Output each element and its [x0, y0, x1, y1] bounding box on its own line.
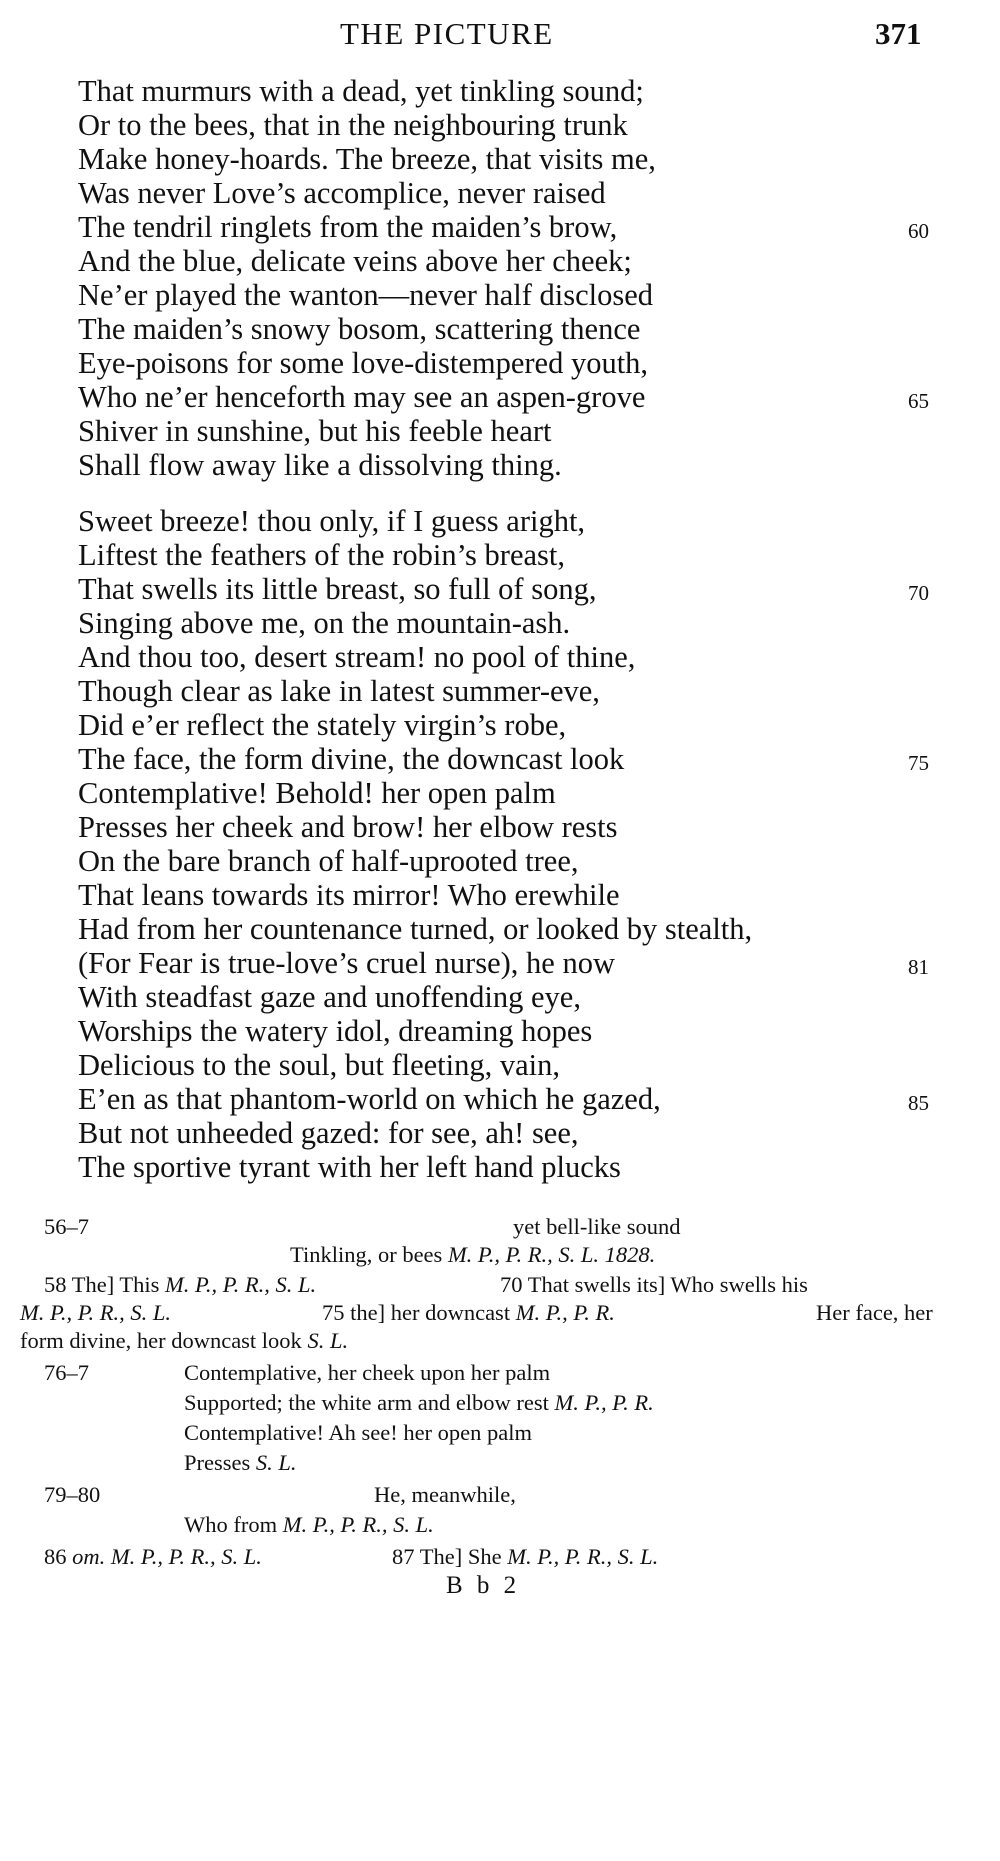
note-entry: 70 That swells its] Who swells his: [500, 1272, 808, 1297]
verse-line: Ne’er played the wanton—never half disclosed: [78, 278, 654, 312]
note-entry: [322, 1298, 615, 1328]
running-title: THE PICTURE: [340, 16, 554, 51]
page-number: 371: [875, 16, 922, 51]
note-text: 58 The] This: [44, 1272, 160, 1297]
note-source: M. P., P. R.: [515, 1300, 615, 1325]
note-source: M. P., P. R., S. L.: [282, 1512, 434, 1537]
note-variant: [184, 1388, 654, 1418]
verse-line: Who ne’er henceforth may see an aspen-grove: [78, 380, 646, 414]
note-entry: [44, 1542, 262, 1572]
verse-line: But not unheeded gazed: for see, ah! see,: [78, 1116, 579, 1150]
verse-line: Presses her cheek and brow! her elbow rests: [78, 810, 618, 844]
verse-line: The face, the form divine, the downcast look: [78, 742, 625, 776]
note-variant: [290, 1240, 655, 1270]
verse-line: Contemplative! Behold! her open palm: [78, 776, 556, 810]
verse-line: Liftest the feathers of the robin’s breast,: [78, 538, 565, 572]
note-ref: 56–7: [44, 1214, 89, 1239]
note-source: om. M. P., P. R., S. L.: [72, 1544, 262, 1569]
signature-mark: B b 2: [446, 1572, 521, 1599]
verse-line: With steadfast gaze and unoffending eye,: [78, 980, 581, 1014]
verse-line: The maiden’s snowy bosom, scattering thence: [78, 312, 641, 346]
line-number: 81: [908, 955, 929, 979]
note-entry: [20, 1326, 348, 1356]
note-source: S. L.: [307, 1328, 349, 1353]
note-source: M. P., P. R., S. L. 1828.: [447, 1242, 656, 1267]
note-text: 75 the] her downcast: [322, 1300, 511, 1325]
note-text: 87 The] She: [392, 1544, 502, 1569]
note-source: M. P., P. R., S. L.: [507, 1544, 659, 1569]
note-variant: He, meanwhile,: [374, 1482, 516, 1507]
running-head: [0, 16, 1000, 60]
note-text: Tinkling, or bees: [290, 1242, 443, 1267]
verse-line: And thou too, desert stream! no pool of thine,: [78, 640, 636, 674]
verse-line: E’en as that phantom-world on which he gazed,: [78, 1082, 661, 1116]
line-number: 85: [908, 1091, 929, 1115]
verse-line: Did e’er reflect the stately virgin’s robe,: [78, 708, 567, 742]
note-text: form divine, her downcast look: [20, 1328, 302, 1353]
verse-line: The sportive tyrant with her left hand plucks: [78, 1150, 621, 1184]
line-number: 75: [908, 751, 929, 775]
verse-line: Delicious to the soul, but fleeting, vain,: [78, 1048, 560, 1082]
note-text: Supported; the white arm and elbow rest: [184, 1390, 549, 1415]
verse-line: The tendril ringlets from the maiden’s brow,: [78, 210, 618, 244]
note-source: M. P., P. R., S. L.: [165, 1272, 317, 1297]
line-number: 70: [908, 581, 929, 605]
verse-line: That swells its little breast, so full of song,: [78, 572, 597, 606]
note-source: S. L.: [255, 1450, 297, 1475]
verse-line: That leans towards its mirror! Who erewhile: [78, 878, 620, 912]
verse-line: Or to the bees, that in the neighbouring trunk: [78, 108, 628, 142]
note-variant: Contemplative! Ah see! her open palm: [184, 1420, 533, 1445]
note-text: Presses: [184, 1450, 251, 1475]
verse-line: Singing above me, on the mountain-ash.: [78, 606, 571, 640]
line-number: 65: [908, 389, 929, 413]
verse-line: Shiver in sunshine, but his feeble heart: [78, 414, 552, 448]
verse-line: Was never Love’s accomplice, never raised: [78, 176, 606, 210]
verse-line: Shall flow away like a dissolving thing.: [78, 448, 562, 482]
note-text: Her face, her: [816, 1300, 933, 1325]
verse-line: Sweet breeze! thou only, if I guess aright,: [78, 504, 586, 538]
verse-line: Eye-poisons for some love-distempered youth,: [78, 346, 649, 380]
note-variant: [184, 1510, 434, 1540]
verse-line: (For Fear is true-love’s cruel nurse), he now: [78, 946, 615, 980]
note-entry: [392, 1542, 658, 1572]
note-source: M. P., P. R.: [554, 1390, 654, 1415]
line-number: 60: [908, 219, 929, 243]
note-ref: 76–7: [44, 1360, 89, 1385]
note-variant: [184, 1448, 297, 1478]
verse-line: That murmurs with a dead, yet tinkling sound;: [78, 74, 644, 108]
verse-line: And the blue, delicate veins above her cheek;: [78, 244, 632, 278]
note-text: Who from: [184, 1512, 278, 1537]
verse-line: Worships the watery idol, dreaming hopes: [78, 1014, 593, 1048]
note-variant: Contemplative, her cheek upon her palm: [184, 1360, 551, 1385]
note-entry: [44, 1270, 316, 1300]
note-text: 86: [44, 1544, 67, 1569]
verse-line: Had from her countenance turned, or looked by stealth,: [78, 912, 753, 946]
verse-line: Make honey-hoards. The breeze, that visits me,: [78, 142, 656, 176]
note-variant: yet bell-like sound: [513, 1214, 681, 1239]
verse-line: Though clear as lake in latest summer-eve,: [78, 674, 600, 708]
note-ref: 79–80: [44, 1482, 101, 1507]
note-source: M. P., P. R., S. L.: [20, 1300, 172, 1325]
verse-line: On the bare branch of half-uprooted tree,: [78, 844, 579, 878]
